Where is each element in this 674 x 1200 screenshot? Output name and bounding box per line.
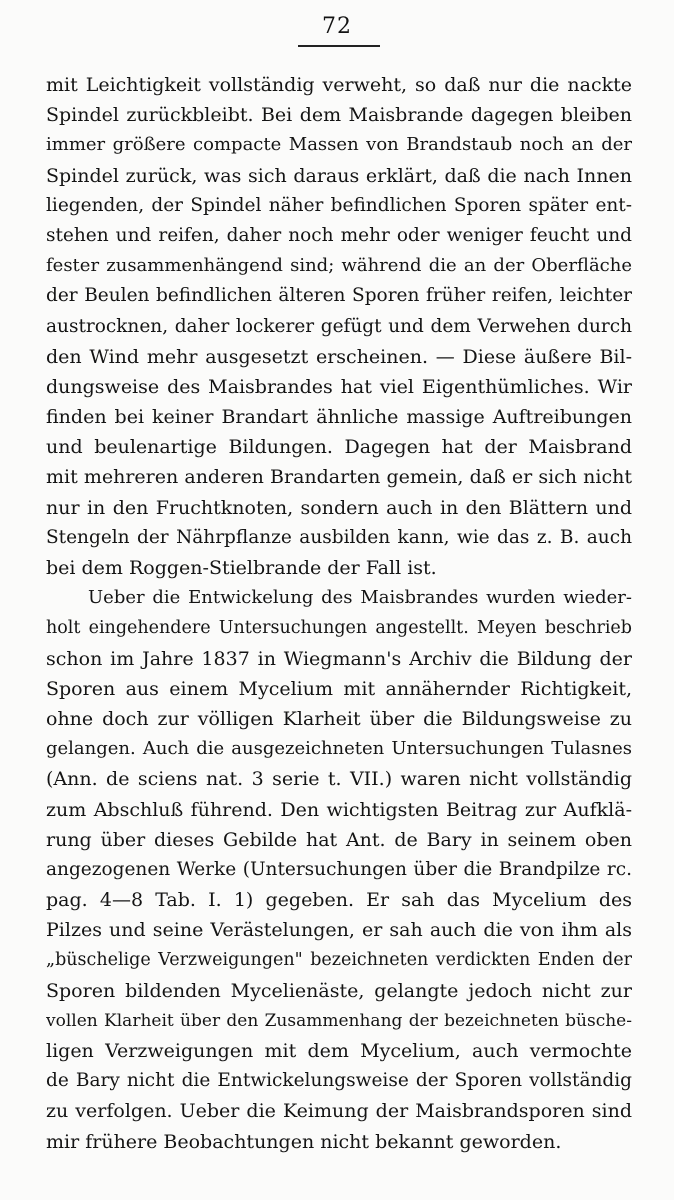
text-line: Sporen aus einem Mycelium mit annähernder Richtigkeit, <box>46 677 632 700</box>
text-line: dungsweise des Maisbrandes hat viel Eigenthümliches. Wir <box>46 375 632 398</box>
text-line: liegenden, der Spindel näher befindlichen Sporen später ent- <box>46 194 632 216</box>
header-rule <box>298 45 380 47</box>
page-number: 72 <box>322 14 352 39</box>
text-line: holt eingehendere Untersuchungen angestellt. Meyen beschrieb <box>46 618 632 639</box>
text-line: ohne doch zur völligen Klarheit über die Bildungsweise zu <box>46 707 632 730</box>
text-line: angezogenen Werke (Untersuchungen über die Brandpilze rc. <box>46 858 632 880</box>
text-line: immer größere compacte Massen von Brandstaub noch an der <box>46 134 632 156</box>
text-line: schon im Jahre 1837 in Wiegmann's Archiv die Bildung der <box>46 647 632 670</box>
text-line: der Beulen befindlichen älteren Sporen früher reifen, leichter <box>46 285 632 307</box>
text-line: (Ann. de sciens nat. 3 serie t. VII.) waren nicht vollständig <box>46 768 632 791</box>
text-line: rung über dieses Gebilde hat Ant. de Bary in seinem oben <box>46 828 632 851</box>
text-line: mit Leichtigkeit vollständig verweht, so daß nur die nackte <box>46 74 632 96</box>
text-line: finden bei keiner Brandart ähnliche massige Auftreibungen <box>46 406 632 429</box>
text-line: und beulenartige Bildungen. Dagegen hat der Maisbrand <box>46 436 632 459</box>
text-line: austrocknen, daher lockerer gefügt und dem Verwehen durch <box>46 315 632 337</box>
text-line: mir frühere Beobachtungen nicht bekannt geworden. <box>46 1130 562 1153</box>
text-line: Spindel zurück, was sich daraus erklärt, daß die nach Innen <box>46 164 632 187</box>
text-line: gelangen. Auch die ausgezeichneten Untersuchungen Tulasnes <box>46 738 632 760</box>
text-line: Ueber die Entwickelung des Maisbrandes wurden wieder- <box>88 587 632 609</box>
text-line: nur in den Fruchtknoten, sondern auch in den Blättern und <box>46 496 632 519</box>
text-line: bei dem Roggen-Stielbrande der Fall ist. <box>46 557 437 579</box>
text-line: den Wind mehr ausgesetzt erscheinen. — Diese äußere Bil- <box>46 345 632 368</box>
text-line: vollen Klarheit über den Zusammenhang der bezeichneten büsche- <box>46 1010 632 1031</box>
text-line: Pilzes und seine Verästelungen, er sah auch die von ihm als <box>46 919 632 942</box>
text-line: mit mehreren anderen Brandarten gemein, daß er sich nicht <box>46 466 632 489</box>
text-line: Stengeln der Nährpflanze ausbilden kann, wie das z. B. auch <box>46 526 632 548</box>
text-line: Sporen bildenden Mycelienäste, gelangte jedoch nicht zur <box>46 979 632 1002</box>
text-line: de Bary nicht die Entwickelungsweise der Sporen vollständig <box>46 1070 632 1092</box>
text-line: stehen und reifen, daher noch mehr oder weniger feucht und <box>46 224 632 246</box>
body-text <box>46 70 632 1157</box>
text-line: pag. 4—8 Tab. I. 1) gegeben. Er sah das Mycelium des <box>46 889 632 912</box>
text-line: ligen Verzweigungen mit dem Mycelium, auch vermochte <box>46 1040 632 1062</box>
text-line: zum Abschluß führend. Den wichtigsten Beitrag zur Aufklä- <box>46 798 632 821</box>
text-line: Spindel zurückbleibt. Bei dem Maisbrande dagegen bleiben <box>46 104 632 127</box>
text-line: zu verfolgen. Ueber die Keimung der Maisbrandsporen sind <box>46 1100 632 1123</box>
text-line: fester zusammenhängend sind; während die an der Oberfläche <box>46 255 632 277</box>
text-line: „büschelige Verzweigungen" bezeichneten verdickten Enden der <box>46 950 632 971</box>
